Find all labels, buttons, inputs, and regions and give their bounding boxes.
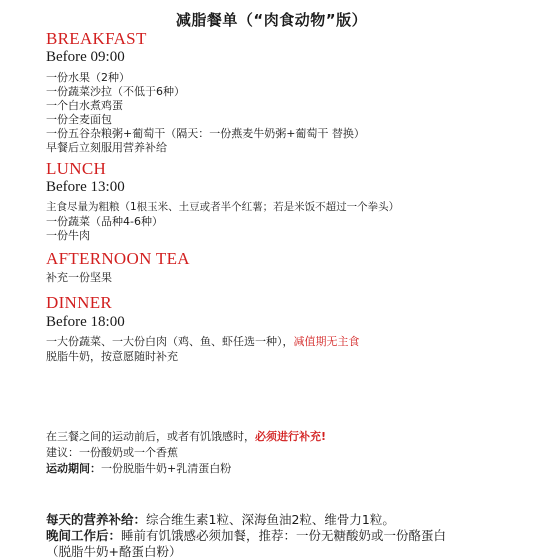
- daily-supplements-label: 每天的营养补给：: [46, 512, 147, 527]
- dinner-time: Before 18:00: [46, 314, 125, 330]
- exercise-note-1: [46, 428, 326, 444]
- afternoon-tea-item: 补充一份坚果: [46, 271, 112, 284]
- exercise-suggestion: 建议：一份酸奶或一个香蕉: [46, 446, 178, 459]
- evening-note-label: 晚间工作后：: [46, 528, 122, 543]
- dinner-item-2: 脱脂牛奶，按意愿随时补充: [46, 350, 178, 363]
- daily-supplements-text: 综合维生素1粒、深海鱼油2粒、维骨力1粒。: [146, 512, 395, 527]
- document-title: 减脂餐单（“肉食动物”版）: [175, 11, 368, 29]
- dinner-item-1: [46, 333, 360, 349]
- afternoon-tea-heading: AFTERNOON TEA: [46, 249, 190, 268]
- breakfast-item: 早餐后立刻服用营养补给: [46, 141, 167, 154]
- exercise-during: [46, 460, 231, 476]
- breakfast-item: 一份水果（2种）: [46, 71, 130, 84]
- breakfast-time: Before 09:00: [46, 49, 125, 65]
- lunch-item: 一份牛肉: [46, 229, 90, 242]
- evening-note-text: 睡前有饥饿感必须加餐，推荐：一份无糖酸奶或一份酪蛋白: [121, 528, 447, 543]
- breakfast-heading: BREAKFAST: [46, 29, 147, 48]
- lunch-time: Before 13:00: [46, 179, 125, 195]
- dinner-heading: DINNER: [46, 293, 113, 312]
- exercise-during-text: 一份脱脂牛奶+乳清蛋白粉: [101, 462, 232, 475]
- dinner-item-text: 一大份蔬菜、一大份白肉（鸡、鱼、虾任选一种），: [46, 335, 294, 348]
- exercise-during-label: 运动期间：: [46, 462, 101, 475]
- dinner-note-highlight: 减值期无主食: [293, 335, 360, 348]
- lunch-item: 一份蔬菜（品种4-6种）: [46, 215, 163, 228]
- exercise-must-highlight: 必须进行补充!: [255, 430, 327, 443]
- lunch-item: 主食尽量为粗粮（1根玉米、土豆或者半个红薯；若是米饭不超过一个拳头）: [46, 201, 400, 213]
- breakfast-item: 一份全麦面包: [46, 113, 112, 126]
- evening-note-continued: （脱脂牛奶+酪蛋白粉）: [46, 544, 182, 559]
- lunch-heading: LUNCH: [46, 159, 107, 178]
- exercise-note-text: 在三餐之间的运动前后，或者有饥饿感时，: [46, 430, 255, 443]
- breakfast-item: 一份五谷杂粮粥+葡萄干（隔天：一份燕麦牛奶粥+葡萄干 替换）: [46, 127, 365, 140]
- breakfast-item: 一份蔬菜沙拉（不低于6种）: [46, 85, 185, 98]
- breakfast-item: 一个白水煮鸡蛋: [46, 99, 123, 112]
